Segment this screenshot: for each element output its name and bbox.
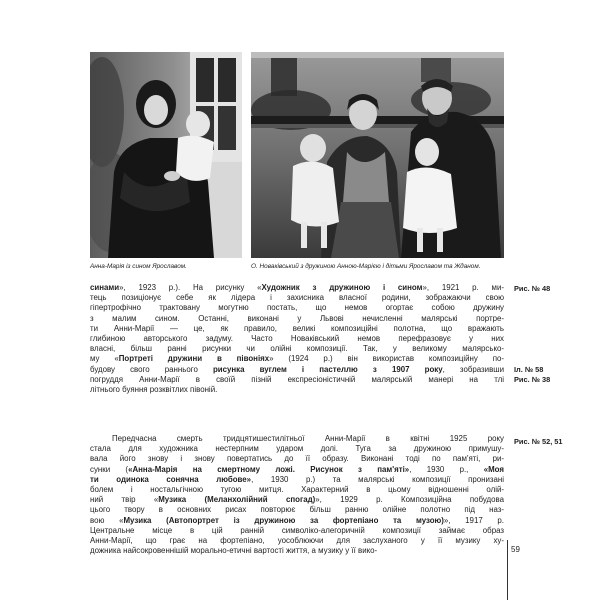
text-run: » (1924 р.) він використав композиційну по- bbox=[269, 354, 504, 364]
text-run: гіпертрофічно трактовану могутню постать, що немов огортає собою дружину bbox=[90, 303, 504, 313]
text-line bbox=[90, 485, 504, 495]
text-run: », 1923 р.). На рисунку « bbox=[119, 283, 262, 292]
margin-figure-reference: Рис. № 48 bbox=[514, 284, 551, 293]
text-line bbox=[90, 324, 504, 334]
bold-title-run: «Анна-Марія на смертному ложі. Рисунок з пам'яті» bbox=[128, 464, 410, 474]
text-line bbox=[90, 465, 504, 475]
photo-family-group bbox=[251, 52, 504, 258]
margin-figure-reference: Рис. № 52, 51 bbox=[514, 437, 563, 446]
bold-title-run: ти одинока сонячна любове» bbox=[90, 474, 252, 484]
text-run: глибиною авторського задуму. Часто Новаківський немов перефразовує у них bbox=[90, 334, 504, 344]
bold-title-run: Художник з дружиною і сином bbox=[261, 283, 423, 292]
text-line bbox=[90, 303, 504, 313]
text-line bbox=[90, 365, 504, 375]
text-line bbox=[90, 495, 504, 505]
body-paragraph-2 bbox=[90, 434, 504, 556]
margin-figure-reference: Рис. № 38 bbox=[514, 375, 551, 384]
text-run: Анни-Марії, що грає на фортепіано, уособлюючи для заслуханого у її музику ху- bbox=[90, 536, 504, 546]
text-line bbox=[90, 334, 504, 344]
text-line bbox=[90, 475, 504, 485]
text-run: му « bbox=[90, 354, 119, 364]
text-line bbox=[90, 354, 504, 364]
text-run: літнього буяння розквітлих півоній. bbox=[90, 385, 218, 395]
bold-title-run: «Моя bbox=[483, 464, 504, 474]
text-line bbox=[90, 385, 504, 395]
text-run: Передчасна смерть тридцятишестилітньої Анни-Марії в квітні 1925 року bbox=[112, 434, 504, 443]
text-run: Центральне місце в цій ранній символіко-алегоричній композиції займає образ bbox=[90, 525, 504, 535]
page-number: 59 bbox=[511, 545, 520, 554]
body-paragraph-1 bbox=[90, 283, 504, 395]
bold-title-run: рисунка вуглем і пастеллю з 1907 року bbox=[212, 364, 443, 374]
bold-title-run: Музика (Автопортрет із дружиною за фортепіано та музою) bbox=[123, 515, 444, 525]
text-line bbox=[90, 283, 504, 293]
text-run: будову свого раннього bbox=[90, 364, 213, 374]
text-run: вою « bbox=[90, 515, 124, 525]
bold-title-run: синами bbox=[90, 283, 120, 292]
text-run: ний твір « bbox=[90, 495, 159, 505]
text-line bbox=[90, 546, 504, 556]
text-line bbox=[90, 293, 504, 303]
text-line bbox=[90, 344, 504, 354]
photo-caption-left: Анна-Марія із сином Ярославом. bbox=[90, 263, 187, 270]
bold-title-run: Портреті дружини в півоніях bbox=[118, 354, 270, 364]
text-run: », 1929 р. Композиційна побудова bbox=[315, 495, 505, 505]
photo-caption-right: О. Новаківський з дружиною Анною-Марією і дітьми Ярославом та Жданом. bbox=[251, 263, 481, 270]
text-run: тець позиціонує себе як лідера і захисника власної родини, зображаючи свою bbox=[90, 293, 504, 303]
text-run: болем і ностальгічною тугою митця. Характерний в цьому відношенні олій- bbox=[90, 485, 504, 495]
text-run: , 1930 р.) та малярські композиції пронизані bbox=[251, 474, 504, 484]
text-run: », 1921 р. ми- bbox=[422, 283, 504, 292]
text-line bbox=[90, 536, 504, 546]
text-run: цього твору в основних рисах повторює більш ранню олійне полотно під наз- bbox=[90, 505, 504, 515]
text-line bbox=[90, 526, 504, 536]
text-line bbox=[90, 444, 504, 454]
text-line bbox=[90, 516, 504, 526]
text-run: ти Анни-Марії — це, як правило, великі композиційні полотна, що вражають bbox=[90, 323, 504, 333]
text-line bbox=[90, 454, 504, 464]
text-line bbox=[90, 434, 504, 444]
margin-rule bbox=[507, 540, 508, 600]
text-run: з малим сином. Останні, виконані у Львові нечисленні малярські портре- bbox=[90, 313, 504, 323]
text-run: вала його знову і знову повертатись до її образу. Виконані тоді по пам'яті, ри- bbox=[90, 454, 504, 464]
photo-mother-with-son bbox=[90, 52, 242, 258]
margin-figure-reference: Іл. № 58 bbox=[514, 365, 544, 374]
text-run: сунки ( bbox=[90, 464, 129, 474]
text-line bbox=[90, 375, 504, 385]
bold-title-run: Музика (Меланхолійний спогад) bbox=[158, 495, 316, 505]
text-run: , зобразивши bbox=[442, 364, 505, 374]
text-run: погруддя Анни-Марії в своїй пізній експресіоністичній малярській манері на тлі bbox=[90, 374, 504, 384]
text-line bbox=[90, 505, 504, 515]
text-run: дожника найсокровеннішій морально-етичні вартості життя, а музику у її вико- bbox=[90, 546, 378, 556]
text-run: стала для художника нестерпним ударом долі. Туга за дружиною примушу- bbox=[90, 444, 504, 454]
text-line bbox=[90, 314, 504, 324]
text-run: власні, більш ранні рисунки чи олійні композиції. Так, у великому малярсько- bbox=[90, 344, 504, 354]
text-run: », 1917 р. bbox=[443, 515, 504, 525]
text-run: , 1930 р., bbox=[409, 464, 484, 474]
